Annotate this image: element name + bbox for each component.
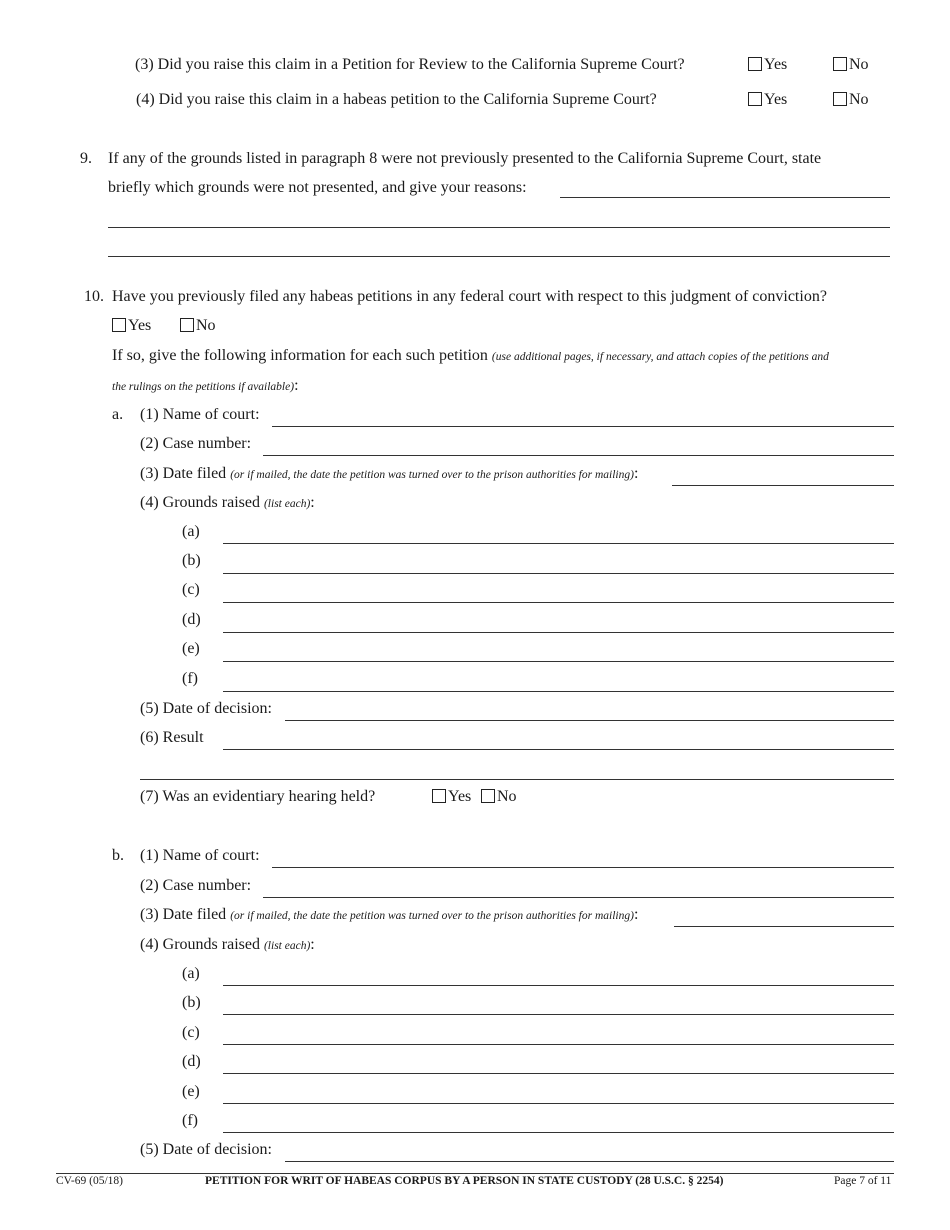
q10-no[interactable] <box>180 317 216 335</box>
a-case-number-label: (2) Case number: <box>140 435 252 452</box>
b-date-decision-label: (5) Date of decision: <box>140 1141 272 1158</box>
grounds-text: (4) Grounds raised <box>140 936 260 953</box>
b-name-court-field[interactable] <box>272 867 894 868</box>
a-date-filed-field[interactable] <box>672 485 894 486</box>
b-ground-d-field[interactable] <box>223 1073 894 1074</box>
q8-item3-yes[interactable] <box>748 56 787 74</box>
b-ground-c-field[interactable] <box>223 1044 894 1045</box>
q9-reason-line-3[interactable] <box>108 256 890 257</box>
a-case-number-field[interactable] <box>263 455 894 456</box>
q10-info-main: If so, give the following information for each such petition <box>112 347 488 364</box>
checkbox-icon[interactable] <box>833 92 847 106</box>
grounds-note: (list each) <box>263 498 311 510</box>
q10-info-note-2: the rulings on the petitions if available) <box>112 381 295 393</box>
checkbox-icon[interactable] <box>180 318 194 332</box>
date-filed-text: (3) Date filed <box>140 906 227 923</box>
no-label: No <box>849 56 869 73</box>
a-ground-d-label: (d) <box>182 611 201 628</box>
checkbox-icon[interactable] <box>432 789 446 803</box>
a-ground-d-field[interactable] <box>223 632 894 633</box>
footer-rule <box>56 1173 894 1174</box>
grounds-text: (4) Grounds raised <box>140 494 260 511</box>
q8-item4-yes[interactable] <box>748 91 787 109</box>
date-filed-note: (or if mailed, the date the petition was turned over to the prison authorities for mailing) <box>230 469 634 481</box>
a-ground-f-field[interactable] <box>223 691 894 692</box>
yes-label: Yes <box>128 317 152 334</box>
a-ground-e-field[interactable] <box>223 661 894 662</box>
b-ground-b-field[interactable] <box>223 1014 894 1015</box>
a-hearing-no[interactable] <box>481 788 517 806</box>
checkbox-icon[interactable] <box>748 57 762 71</box>
a-ground-f-label: (f) <box>182 670 198 687</box>
yes-label: Yes <box>764 91 788 108</box>
footer-page: Page 7 of 11 <box>834 1175 892 1187</box>
footer-title-text: PETITION FOR WRIT OF HABEAS CORPUS BY A PERSON IN STATE CUSTODY (28 U.S.C. § 2254) <box>205 1175 724 1187</box>
a-ground-e-label: (e) <box>182 640 200 657</box>
b-ground-a-label: (a) <box>182 965 200 982</box>
b-date-decision-field[interactable] <box>285 1161 894 1162</box>
q8-item3-no[interactable] <box>833 56 869 74</box>
q8-item3-text: (3) Did you raise this claim in a Petition for Review to the California Supreme Court? <box>135 56 685 73</box>
a-ground-c-label: (c) <box>182 581 200 598</box>
date-filed-text: (3) Date filed <box>140 465 227 482</box>
q10-yes[interactable] <box>112 317 151 335</box>
a-ground-a-label: (a) <box>182 523 200 540</box>
footer-form-id: CV-69 (05/18) <box>56 1175 123 1187</box>
q8-item4-text: (4) Did you raise this claim in a habeas petition to the California Supreme Court? <box>136 91 657 108</box>
colon: : <box>310 494 315 511</box>
yes-label: Yes <box>448 788 472 805</box>
colon: : <box>310 936 315 953</box>
b-ground-c-label: (c) <box>182 1024 200 1041</box>
q10-info-note: (use additional pages, if necessary, and attach copies of the petitions and <box>491 351 829 363</box>
q8-item4-no[interactable] <box>833 91 869 109</box>
colon: : <box>633 465 639 482</box>
a-hearing-yes[interactable] <box>432 788 471 806</box>
b-ground-b-label: (b) <box>182 994 201 1011</box>
a-date-decision-label: (5) Date of decision: <box>140 700 272 717</box>
q9-reason-line-1[interactable] <box>560 197 890 198</box>
a-ground-c-field[interactable] <box>223 602 894 603</box>
q10-info <box>112 347 829 365</box>
checkbox-icon[interactable] <box>748 92 762 106</box>
a-ground-a-field[interactable] <box>223 543 894 544</box>
a-name-court-label: (1) Name of court: <box>140 406 260 423</box>
a-result-field-1[interactable] <box>223 749 894 750</box>
b-ground-d-label: (d) <box>182 1053 201 1070</box>
checkbox-icon[interactable] <box>481 789 495 803</box>
q10-number: 10. <box>84 288 104 305</box>
b-case-number-label: (2) Case number: <box>140 877 252 894</box>
b-ground-e-label: (e) <box>182 1083 200 1100</box>
a-date-decision-field[interactable] <box>285 720 894 721</box>
colon: : <box>633 906 639 923</box>
a-ground-b-label: (b) <box>182 552 201 569</box>
b-date-filed-field[interactable] <box>674 926 894 927</box>
section-a-letter: a. <box>112 406 124 423</box>
q10-info-cont <box>112 377 299 395</box>
q10-question: Have you previously filed any habeas petitions in any federal court with respect to this judgment of conviction? <box>112 288 827 305</box>
b-ground-a-field[interactable] <box>223 985 894 986</box>
b-case-number-field[interactable] <box>263 897 894 898</box>
checkbox-icon[interactable] <box>833 57 847 71</box>
b-ground-f-label: (f) <box>182 1112 198 1129</box>
colon: : <box>294 377 299 394</box>
a-grounds-label <box>140 494 315 512</box>
grounds-note: (list each) <box>263 940 311 952</box>
section-b-letter: b. <box>112 847 124 864</box>
a-result-field-2[interactable] <box>140 779 894 780</box>
b-grounds-label <box>140 936 315 954</box>
date-filed-note: (or if mailed, the date the petition was turned over to the prison authorities for mailing) <box>230 910 634 922</box>
footer-title <box>205 1175 723 1187</box>
checkbox-icon[interactable] <box>112 318 126 332</box>
a-hearing-label: (7) Was an evidentiary hearing held? <box>140 788 376 805</box>
yes-label: Yes <box>764 56 788 73</box>
b-name-court-label: (1) Name of court: <box>140 847 260 864</box>
a-name-court-field[interactable] <box>272 426 894 427</box>
a-result-label: (6) Result <box>140 729 204 746</box>
b-ground-f-field[interactable] <box>223 1132 894 1133</box>
a-ground-b-field[interactable] <box>223 573 894 574</box>
q9-line2: briefly which grounds were not presented, and give your reasons: <box>108 179 527 196</box>
b-ground-e-field[interactable] <box>223 1103 894 1104</box>
q9-number: 9. <box>80 150 92 167</box>
q9-line1: If any of the grounds listed in paragraph 8 were not previously presented to the California Supreme Court, state <box>108 150 822 167</box>
no-label: No <box>196 317 216 334</box>
b-date-filed-label <box>140 906 638 924</box>
a-date-filed-label <box>140 465 638 483</box>
q9-reason-line-2[interactable] <box>108 227 890 228</box>
no-label: No <box>849 91 869 108</box>
no-label: No <box>497 788 517 805</box>
